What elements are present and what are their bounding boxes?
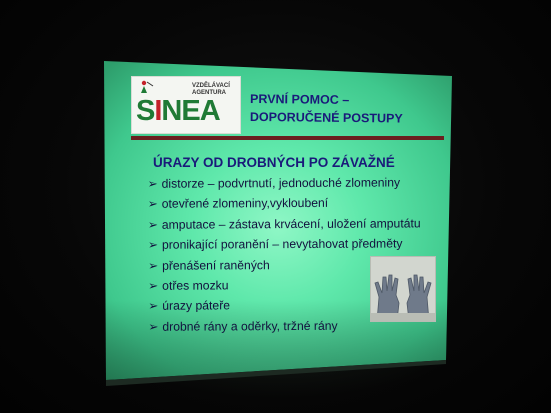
hands-photo [370,256,436,322]
slide-heading: ÚRAZY OD DROBNÝCH PO ZÁVAŽNÉ [153,155,395,170]
logo-wordmark [136,95,220,128]
bullet-arrow-icon: ➢ [148,319,159,334]
bullet-arrow-icon: ➢ [147,237,159,252]
bullet-item [148,214,453,236]
bullet-text: otřes mozku [162,278,229,293]
logo-figure-icon [140,80,154,94]
logo-letter-s: S [136,95,155,127]
bullet-item [148,173,453,195]
bullet-item [148,234,453,256]
bullet-text: distorze – podvrtnutí, jednoduché zlomeniny [161,175,401,191]
bullet-item [148,194,453,216]
bullet-arrow-icon: ➢ [147,176,158,191]
slide-title-line2: DOPORUČENÉ POSTUPY [249,109,403,126]
sinea-logo [131,76,241,134]
bullet-text: amputace – zástava krvácení, uložení amputátu [161,216,421,232]
bullet-text: úrazy páteře [162,298,231,314]
logo-agency-line1: VZDĚLÁVACÍ [192,83,230,89]
logo-letter-i: I [154,95,162,127]
bullet-arrow-icon: ➢ [148,258,159,273]
bullet-arrow-icon: ➢ [147,217,158,232]
bullet-text: drobné rány a oděrky, tržné rány [162,318,338,334]
hands-image [371,257,435,321]
bullet-arrow-icon: ➢ [147,197,158,212]
bullet-text: pronikající poranění – nevytahovat předměty [161,236,403,252]
title-divider [131,136,444,140]
bullet-text: přenášení raněných [162,257,270,273]
bullet-arrow-icon: ➢ [148,278,159,293]
bullet-text: otevřené zlomeniny,vykloubení [161,196,329,212]
logo-agency-line2: AGENTURA [192,90,226,96]
slide-title [250,90,450,128]
slide-title-line1: PRVNÍ POMOC – [250,91,350,107]
logo-letters-nea: NEA [161,95,220,127]
bullet-arrow-icon: ➢ [148,299,159,314]
